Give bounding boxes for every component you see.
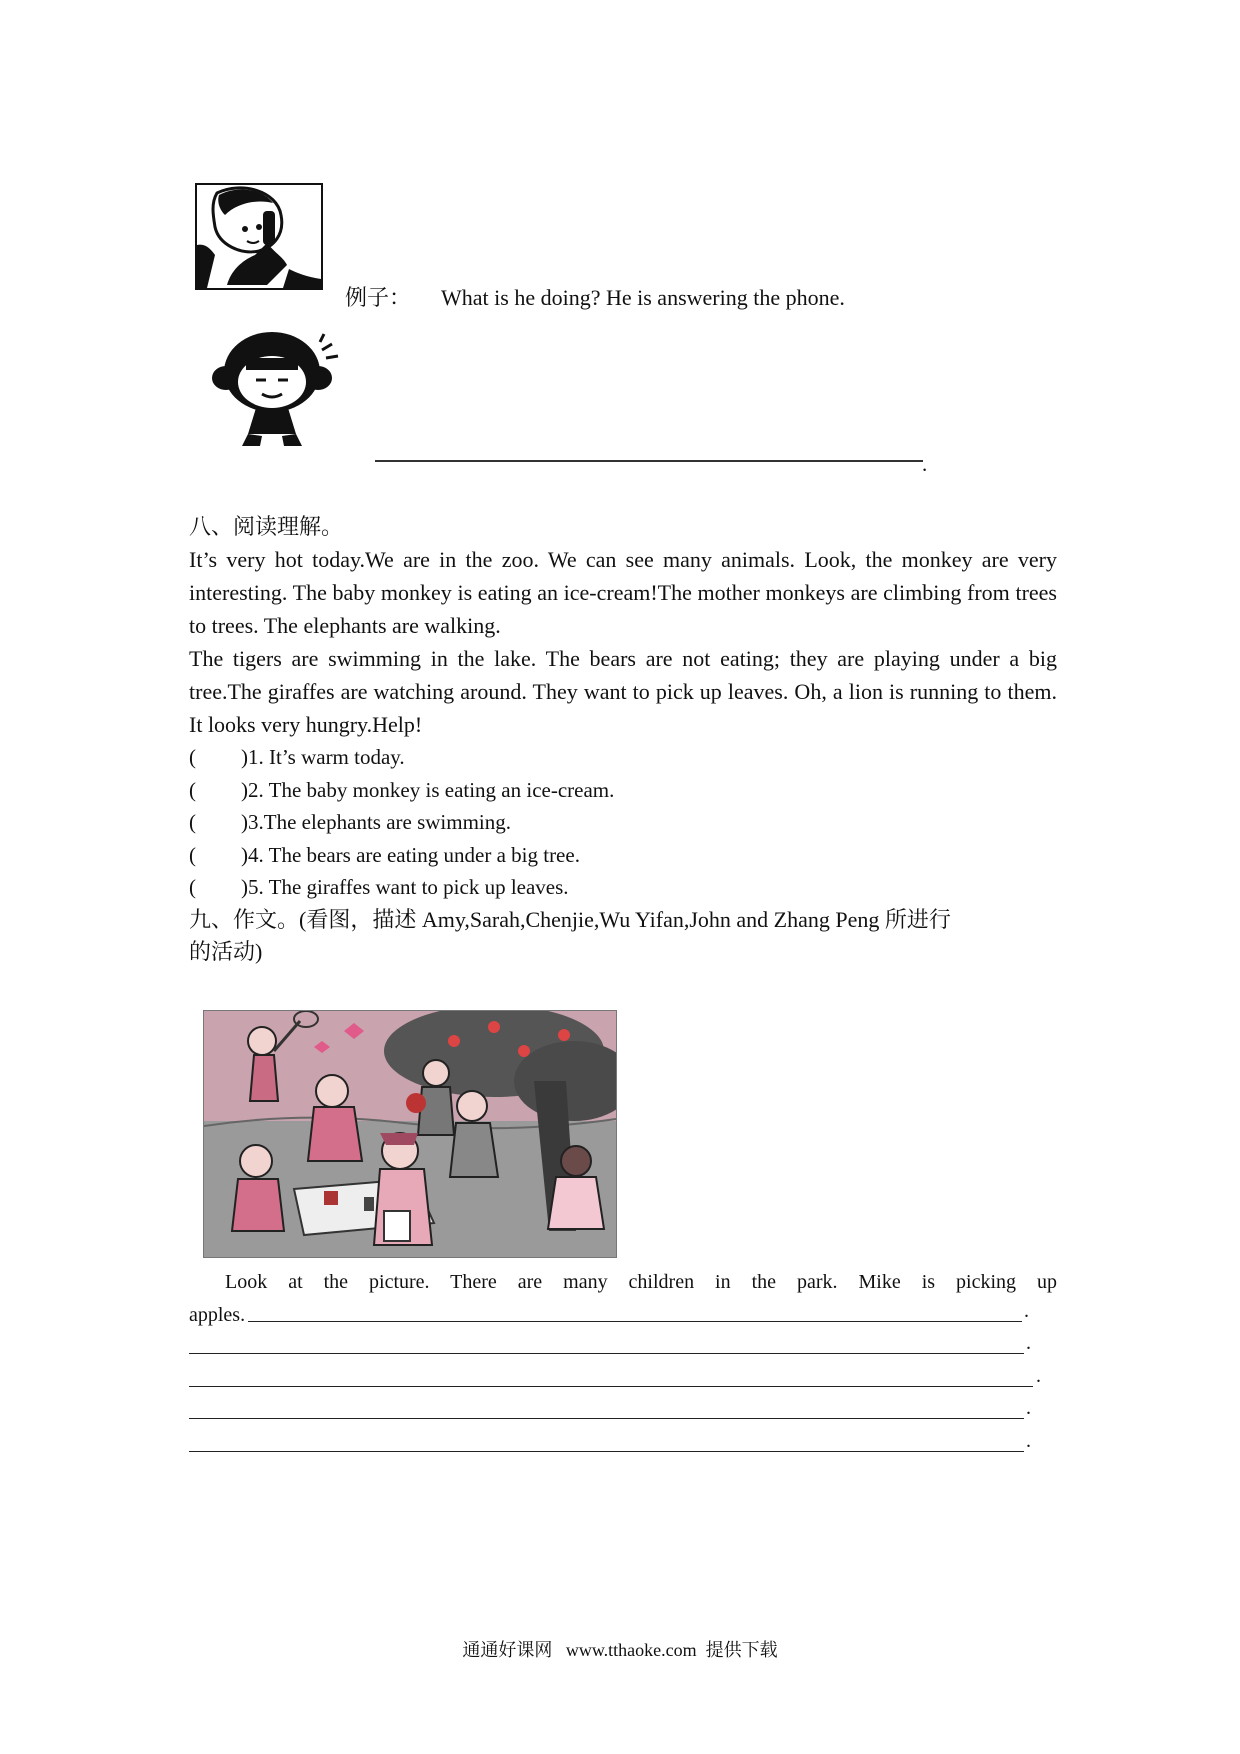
question-text: )2. The baby monkey is eating an ice-cream. — [241, 778, 615, 802]
composition-write-line-3[interactable] — [189, 1386, 1033, 1387]
question-text: )1. It’s warm today. — [241, 745, 405, 769]
phone-person-drawing — [197, 185, 321, 288]
answer-paren[interactable]: ( — [189, 875, 196, 899]
reading-paragraph-2: The tigers are swimming in the lake. The bears are not eating; they are playing under a big tree.The giraffes are watching around. They want to pick up leaves. Oh, a lion is running to them. It looks very hungry.Help! — [189, 646, 1057, 737]
line-period: . — [1026, 1397, 1031, 1419]
park-picture — [203, 1010, 617, 1258]
question-2 — [189, 774, 614, 806]
composition-line2-text: apples. — [189, 1304, 246, 1326]
composition-write-line-5[interactable] — [189, 1451, 1024, 1452]
park-scene-drawing — [204, 1011, 616, 1257]
line-period: . — [1024, 1300, 1029, 1322]
composition-write-line-1[interactable] — [248, 1321, 1022, 1322]
line-period: . — [1026, 1430, 1031, 1452]
question-5 — [189, 871, 569, 903]
answer-paren[interactable]: ( — [189, 745, 196, 769]
question-3 — [189, 806, 511, 838]
composition-start: Look at the picture. There are many children in the park. Mike is picking up — [225, 1271, 1057, 1293]
composition-write-line-2[interactable] — [189, 1353, 1024, 1354]
question-text: )5. The giraffes want to pick up leaves. — [241, 875, 569, 899]
question-4 — [189, 839, 580, 871]
example-label: 例子： — [345, 285, 412, 310]
line-period: . — [1026, 1332, 1031, 1354]
answer-paren[interactable]: ( — [189, 810, 196, 834]
section9-title-line1: 九、作文。(看图，描述 Amy,Sarah,Chenjie,Wu Yifan,John and Zhang Peng 所进行 — [189, 907, 951, 932]
answer-line-period: . — [922, 452, 928, 476]
answer-paren[interactable]: ( — [189, 843, 196, 867]
example-text: What is he doing? He is answering the phone. — [441, 285, 845, 310]
phone-person-illustration — [195, 183, 323, 290]
question-text: )4. The bears are eating under a big tree. — [241, 843, 580, 867]
line-period: . — [1036, 1365, 1041, 1387]
example-sentence — [345, 281, 845, 312]
section9-title-line2: 的活动) — [189, 939, 263, 964]
composition-write-line-4[interactable] — [189, 1418, 1024, 1419]
girl-drawing — [212, 330, 352, 450]
section8-title: 八、阅读理解。 — [189, 514, 344, 539]
answer-paren[interactable]: ( — [189, 778, 196, 802]
question-1 — [189, 741, 405, 773]
page-footer: 通通好课网 www.tthaoke.com 提供下载 — [462, 1640, 778, 1660]
answer-line[interactable] — [375, 460, 923, 462]
reading-paragraph-1: It’s very hot today.We are in the zoo. We can see many animals. Look, the monkey are very interesting. The baby monkey is eating an ice-cream!The mother monkeys are climbing from trees to trees. The elephants are walking. — [189, 547, 1057, 638]
question-text: )3.The elephants are swimming. — [241, 810, 512, 834]
girl-illustration — [212, 330, 352, 450]
